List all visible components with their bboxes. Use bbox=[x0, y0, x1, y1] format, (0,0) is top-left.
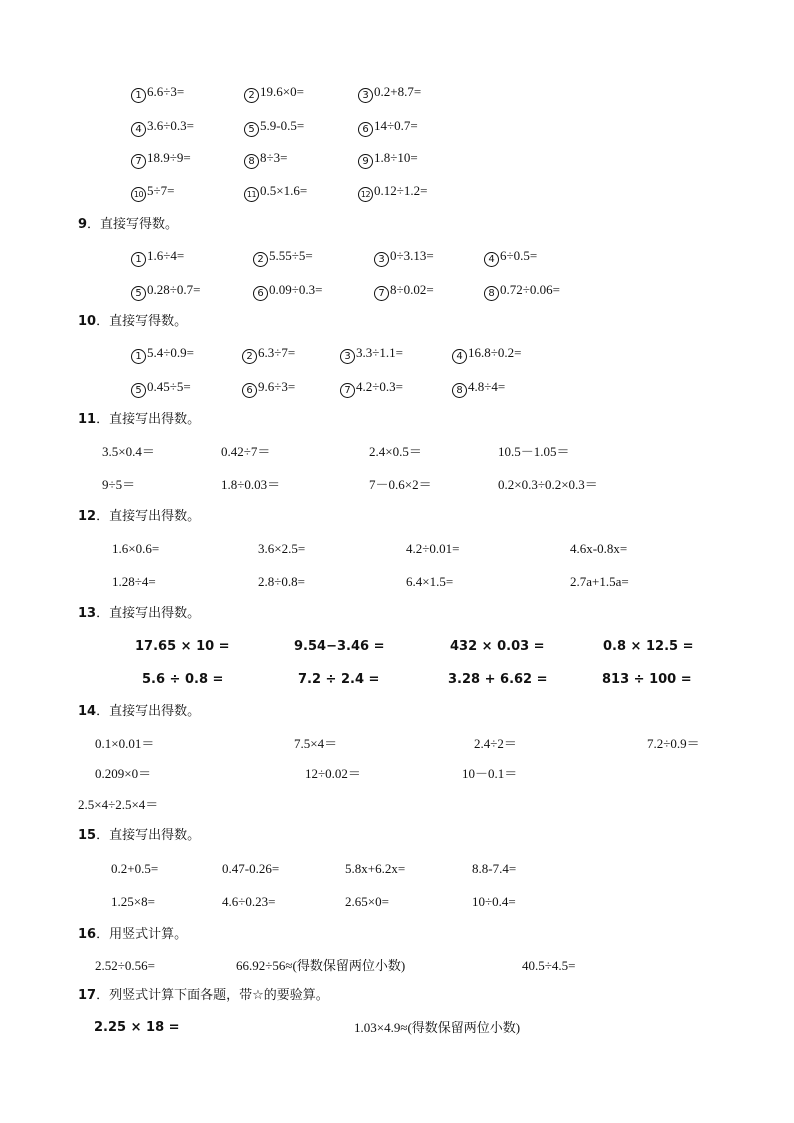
exercise-item: 1.8÷0.03＝ bbox=[221, 477, 281, 492]
item-number-circle: 1 bbox=[131, 252, 146, 267]
item-number-circle: 3 bbox=[340, 349, 355, 364]
exercise-text: 6.6÷3= bbox=[147, 84, 185, 99]
item-number-circle: 4 bbox=[484, 252, 499, 267]
exercise-text: 0÷3.13= bbox=[390, 248, 434, 263]
question-title: ．直接写出得数。 bbox=[96, 509, 201, 524]
question-12-heading bbox=[78, 509, 200, 525]
question-10-heading bbox=[78, 314, 187, 330]
item-number-circle: 8 bbox=[244, 154, 259, 169]
exercise-text: 19.6×0= bbox=[260, 84, 304, 99]
item-number-circle: 6 bbox=[358, 122, 373, 137]
item-number-circle: 1 bbox=[131, 88, 146, 103]
question-17-heading bbox=[78, 988, 329, 1004]
exercise-text: 3.3÷1.1= bbox=[356, 345, 403, 360]
exercise-item bbox=[244, 183, 307, 202]
question-16-heading bbox=[78, 927, 187, 943]
exercise-text: 16.8÷0.2= bbox=[468, 345, 522, 360]
item-number-circle: 1 bbox=[131, 349, 146, 364]
exercise-item: 0.209×0＝ bbox=[95, 766, 152, 781]
exercise-item: 40.5÷4.5= bbox=[522, 958, 576, 973]
exercise-item bbox=[358, 183, 427, 202]
exercise-item bbox=[253, 248, 313, 267]
item-number-circle: 3 bbox=[358, 88, 373, 103]
question-number: 14 bbox=[78, 704, 97, 719]
exercise-item: 5.8x+6.2x= bbox=[345, 861, 406, 876]
question-title: ．直接写出得数。 bbox=[96, 828, 201, 843]
item-number-circle: 4 bbox=[452, 349, 467, 364]
exercise-text: 0.28÷0.7= bbox=[147, 282, 201, 297]
item-number-circle: 9 bbox=[358, 154, 373, 169]
exercise-item: 0.2×0.3÷0.2×0.3＝ bbox=[498, 477, 598, 492]
exercise-item: 4.2÷0.01= bbox=[406, 541, 460, 556]
question-14-heading bbox=[78, 704, 200, 720]
exercise-text: 1.8÷10= bbox=[374, 150, 418, 165]
exercise-text: 5.55÷5= bbox=[269, 248, 313, 263]
question-number: 12 bbox=[78, 509, 97, 524]
exercise-item: 7.2÷0.9＝ bbox=[647, 736, 700, 751]
question-13-heading bbox=[78, 606, 200, 622]
exercise-text: 8÷3= bbox=[260, 150, 288, 165]
question-number: 10 bbox=[78, 314, 97, 329]
question-number: 16 bbox=[78, 927, 97, 942]
exercise-item: 0.8 × 12.5 = bbox=[603, 639, 694, 654]
exercise-text: 0.2+8.7= bbox=[374, 84, 422, 99]
exercise-item: 5.6 ÷ 0.8 = bbox=[142, 672, 224, 687]
exercise-item: 4.6x-0.8x= bbox=[570, 541, 628, 556]
exercise-item: 1.6×0.6= bbox=[112, 541, 160, 556]
exercise-item bbox=[340, 379, 403, 398]
exercise-item: 3.5×0.4＝ bbox=[102, 444, 155, 459]
exercise-item: 2.4÷2＝ bbox=[474, 736, 517, 751]
exercise-item bbox=[131, 345, 194, 364]
exercise-item: 0.42÷7＝ bbox=[221, 444, 271, 459]
question-number: 13 bbox=[78, 606, 97, 621]
exercise-item bbox=[484, 248, 537, 267]
question-title: ．直接写得数。 bbox=[96, 314, 188, 329]
exercise-item: 12÷0.02＝ bbox=[305, 766, 361, 781]
exercise-item bbox=[131, 183, 174, 202]
item-number-circle: 8 bbox=[484, 286, 499, 301]
exercise-text: 6÷0.5= bbox=[500, 248, 538, 263]
exercise-item: 10－0.1＝ bbox=[462, 766, 518, 781]
exercise-item bbox=[244, 118, 304, 137]
exercise-item: 6.4×1.5= bbox=[406, 574, 454, 589]
exercise-item bbox=[244, 84, 304, 103]
exercise-text: 0.72÷0.06= bbox=[500, 282, 560, 297]
question-9-heading bbox=[78, 217, 178, 233]
item-number-circle: 3 bbox=[374, 252, 389, 267]
exercise-item: 1.25×8= bbox=[111, 894, 155, 909]
item-number-circle: 8 bbox=[452, 383, 467, 398]
exercise-item: 0.47-0.26= bbox=[222, 861, 280, 876]
exercise-text: 14÷0.7= bbox=[374, 118, 418, 133]
exercise-item: 2.5×4÷2.5×4＝ bbox=[78, 797, 159, 812]
exercise-item bbox=[242, 345, 295, 364]
exercise-text: 4.2÷0.3= bbox=[356, 379, 403, 394]
question-number: 17 bbox=[78, 988, 97, 1003]
exercise-item: 0.2+0.5= bbox=[111, 861, 159, 876]
question-11-heading bbox=[78, 412, 200, 428]
question-number: 15 bbox=[78, 828, 97, 843]
item-number-circle: 12 bbox=[358, 187, 373, 202]
exercise-item bbox=[340, 345, 403, 364]
exercise-item bbox=[484, 282, 560, 301]
exercise-text: 4.8÷4= bbox=[468, 379, 506, 394]
exercise-text: 0.5×1.6= bbox=[260, 183, 308, 198]
exercise-item bbox=[131, 150, 191, 169]
item-number-circle: 7 bbox=[374, 286, 389, 301]
exercise-item: 7－0.6×2＝ bbox=[369, 477, 432, 492]
item-number-circle: 4 bbox=[131, 122, 146, 137]
exercise-item bbox=[452, 345, 521, 364]
exercise-item: 0.1×0.01＝ bbox=[95, 736, 155, 751]
exercise-item bbox=[374, 248, 434, 267]
question-number: 11 bbox=[78, 412, 97, 427]
exercise-item: 66.92÷56≈(得数保留两位小数) bbox=[236, 958, 406, 973]
item-number-circle: 11 bbox=[244, 187, 259, 202]
exercise-item: 2.52÷0.56= bbox=[95, 958, 155, 973]
exercise-item: 4.6÷0.23= bbox=[222, 894, 276, 909]
question-title: ．直接写出得数。 bbox=[96, 606, 201, 621]
exercise-item bbox=[452, 379, 505, 398]
exercise-text: 8÷0.02= bbox=[390, 282, 434, 297]
exercise-text: 5.9-0.5= bbox=[260, 118, 305, 133]
question-number: 9 bbox=[78, 217, 88, 232]
exercise-text: 0.45÷5= bbox=[147, 379, 191, 394]
exercise-text: 5.4÷0.9= bbox=[147, 345, 194, 360]
exercise-item: 1.28÷4= bbox=[112, 574, 156, 589]
item-number-circle: 5 bbox=[244, 122, 259, 137]
exercise-text: 9.6÷3= bbox=[258, 379, 296, 394]
item-number-circle: 6 bbox=[242, 383, 257, 398]
exercise-item bbox=[242, 379, 295, 398]
exercise-item: 8.8-7.4= bbox=[472, 861, 517, 876]
exercise-item: 9÷5＝ bbox=[102, 477, 136, 492]
item-number-circle: 2 bbox=[244, 88, 259, 103]
item-number-circle: 2 bbox=[242, 349, 257, 364]
exercise-item bbox=[131, 248, 184, 267]
exercise-text: 3.6÷0.3= bbox=[147, 118, 194, 133]
exercise-item bbox=[253, 282, 322, 301]
exercise-item: 7.2 ÷ 2.4 = bbox=[298, 672, 380, 687]
exercise-item: 10.5－1.05＝ bbox=[498, 444, 570, 459]
exercise-item bbox=[358, 118, 418, 137]
item-number-circle: 7 bbox=[340, 383, 355, 398]
item-number-circle: 5 bbox=[131, 286, 146, 301]
exercise-item: 2.65×0= bbox=[345, 894, 389, 909]
item-number-circle: 2 bbox=[253, 252, 268, 267]
exercise-item: 7.5×4＝ bbox=[294, 736, 338, 751]
exercise-text: 1.6÷4= bbox=[147, 248, 185, 263]
question-title: ．列竖式计算下面各题，带☆的要验算。 bbox=[96, 988, 329, 1003]
question-title: ．直接写得数。 bbox=[87, 217, 179, 232]
exercise-item bbox=[244, 150, 287, 169]
exercise-item bbox=[374, 282, 434, 301]
exercise-item: 3.6×2.5= bbox=[258, 541, 306, 556]
exercise-text: 5÷7= bbox=[147, 183, 175, 198]
item-number-circle: 6 bbox=[253, 286, 268, 301]
exercise-text: 6.3÷7= bbox=[258, 345, 296, 360]
question-15-heading bbox=[78, 828, 200, 844]
exercise-item: 10÷0.4= bbox=[472, 894, 516, 909]
exercise-item: 2.7a+1.5a= bbox=[570, 574, 629, 589]
exercise-text: 18.9÷9= bbox=[147, 150, 191, 165]
exercise-item: 9.54−3.46 = bbox=[294, 639, 385, 654]
question-title: ．直接写出得数。 bbox=[96, 704, 201, 719]
exercise-text: 0.12÷1.2= bbox=[374, 183, 428, 198]
question-title: ．用竖式计算。 bbox=[96, 927, 188, 942]
exercise-item: 3.28 + 6.62 = bbox=[448, 672, 548, 687]
exercise-item: 432 × 0.03 = bbox=[450, 639, 545, 654]
exercise-text: 0.09÷0.3= bbox=[269, 282, 323, 297]
item-number-circle: 10 bbox=[131, 187, 146, 202]
item-number-circle: 7 bbox=[131, 154, 146, 169]
exercise-item bbox=[358, 84, 421, 103]
exercise-item: 17.65 × 10 = bbox=[135, 639, 230, 654]
exercise-item bbox=[131, 84, 184, 103]
exercise-item: 2.25 × 18 = bbox=[94, 1020, 180, 1035]
exercise-item: 2.8÷0.8= bbox=[258, 574, 305, 589]
question-title: ．直接写出得数。 bbox=[96, 412, 201, 427]
exercise-item: 813 ÷ 100 = bbox=[602, 672, 692, 687]
exercise-item bbox=[131, 282, 200, 301]
exercise-item: 2.4×0.5＝ bbox=[369, 444, 422, 459]
exercise-item: 1.03×4.9≈(得数保留两位小数) bbox=[354, 1020, 521, 1035]
item-number-circle: 5 bbox=[131, 383, 146, 398]
exercise-item bbox=[131, 118, 194, 137]
exercise-item bbox=[358, 150, 418, 169]
exercise-item bbox=[131, 379, 191, 398]
